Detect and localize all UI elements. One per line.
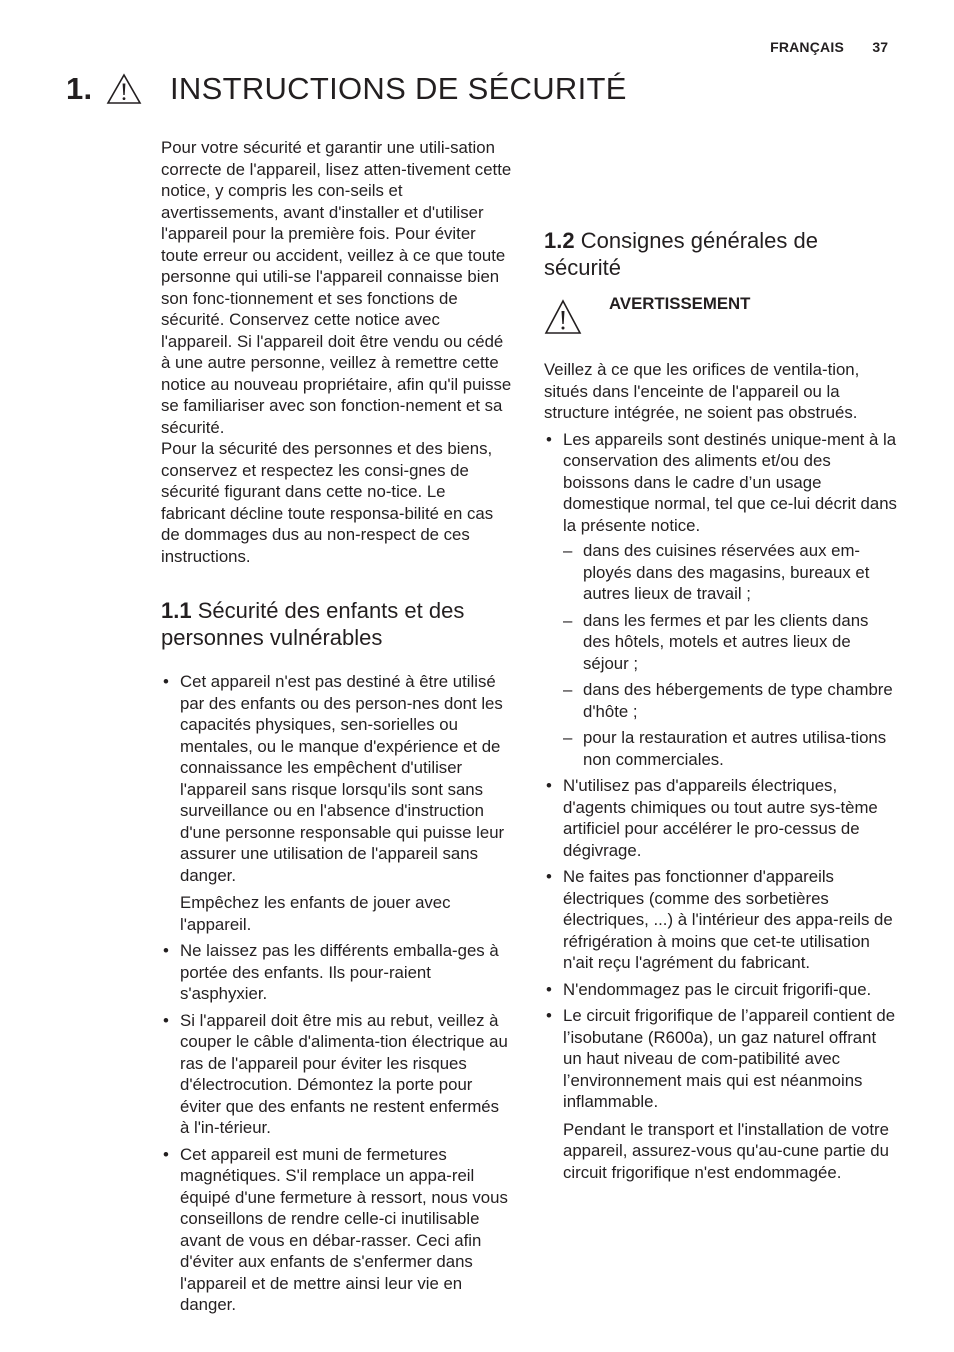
sub-list-item: – dans des hébergements de type chambre d'hôte ; bbox=[563, 679, 898, 722]
left-column bbox=[161, 137, 513, 1321]
section-1-2-number: 1.2 bbox=[544, 228, 575, 253]
section-1-2-title: Consignes générales de sécurité bbox=[544, 228, 818, 280]
list-item-text: • Ne faites pas fonctionner d'appareils électriques (comme des sorbetières électriques, ...) à l'intérieur des appa-reils de réfrigération à moins que cet-te utilisation n'ait reçu l'agrément du fabricant. bbox=[563, 867, 893, 972]
list-item bbox=[161, 1010, 513, 1139]
header-language: FRANÇAIS bbox=[770, 39, 844, 55]
list-item-text: • Si l'appareil doit être mis au rebut, veillez à couper le câble d'alimenta-tion électrique au ras de l'appareil pour éviter les risques d'électrocution. Démontez la porte pour éviter que des enfants ne restent enfermés à l'in-térieur. bbox=[180, 1010, 508, 1137]
intro-paragraph-1: Pour votre sécurité et garantir une utili-sation correcte de l'appareil, lisez atten-tivement cette notice, y compris les con-seils et avertissements, avant d'installer et d'utiliser l'appareil pour la première fois. Pour éviter toute erreur ou accident, veillez à ce que toute personne qui utili-se l'appareil connaisse bien son fonc-tionnement et ses fonctions de sécurité. Conservez cette notice avec l'appareil. Si l'appareil doit être vendu ou cédé à une autre personne, veillez à remettre cette notice au nouveau propriétaire, afin qu'il puisse se familiariser avec son fonction-nement et sa sécurité. bbox=[161, 138, 512, 437]
list-item bbox=[161, 940, 513, 1005]
list-item bbox=[544, 866, 898, 974]
chapter-number: 1. bbox=[66, 71, 93, 106]
section-1-2-intro: Veillez à ce que les orifices de ventila-tion, situés dans l'enceinte de l'appareil ou la structure intégrée, ne soient pas obstrués. bbox=[544, 360, 860, 422]
list-item bbox=[544, 775, 898, 861]
section-1-2-heading bbox=[544, 227, 898, 281]
warning-notice bbox=[544, 294, 898, 359]
list-item bbox=[161, 671, 513, 935]
sub-list-item: – dans des cuisines réservées aux em-ployés dans des magasins, bureaux et autres lieux de travail ; bbox=[563, 540, 898, 605]
warning-label: AVERTISSEMENT bbox=[609, 294, 751, 313]
section-1-1-number: 1.1 bbox=[161, 598, 192, 623]
list-item bbox=[544, 1005, 898, 1183]
section-1-1-title: Sécurité des enfants et des personnes vulnérables bbox=[161, 598, 465, 650]
list-item-note: Empêchez les enfants de jouer avec l'appareil. bbox=[180, 893, 451, 934]
section-1-1-heading bbox=[161, 597, 513, 651]
section-1-1-list bbox=[161, 671, 513, 1316]
sub-list-item: – pour la restauration et autres utilisa-tions non commerciales. bbox=[563, 727, 898, 770]
warning-triangle-icon bbox=[544, 299, 582, 335]
sub-list bbox=[563, 540, 898, 770]
warning-triangle-icon bbox=[106, 73, 142, 105]
page-number: 37 bbox=[872, 39, 888, 55]
list-item-text: • Ne laissez pas les différents emballa-ges à portée des enfants. Ils pour-raient s'asphyxier. bbox=[180, 941, 499, 1003]
sub-list-item: – dans les fermes et par les clients dans des hôtels, motels et autres lieux de séjour ; bbox=[563, 610, 898, 675]
list-item-text: • Cet appareil est muni de fermetures magnétiques. S'il remplace un appa-reil équipé d'une fermeture à ressort, nous vous conseillons de rendre celle-ci inutilisable avant de vous en débar-rasser. Ceci afin d'éviter aux enfants de s'enfermer dans l'appareil et de mettre ainsi leur vie en danger. bbox=[180, 1144, 508, 1314]
list-item-text: • N'endommagez pas le circuit frigorifi-que. bbox=[563, 979, 872, 999]
right-column bbox=[544, 137, 898, 1188]
chapter-heading bbox=[66, 64, 627, 114]
section-1-2-list bbox=[544, 429, 898, 1184]
chapter-title: INSTRUCTIONS DE SÉCURITÉ bbox=[170, 71, 627, 106]
list-item-text: • Les appareils sont destinés unique-ment à la conservation des aliments et/ou des boissons dans le cadre d’un usage domestique normal, tel que ce-lui décrit dans la présente notice. bbox=[563, 429, 897, 535]
list-item bbox=[161, 1144, 513, 1316]
list-item bbox=[544, 429, 898, 771]
list-item-text: • Le circuit frigorifique de l’appareil contient de l’isobutane (R600a), un gaz naturel offrant un haut niveau de com-patibilité avec l’environnement mais qui est néanmoins inflammable. bbox=[563, 1006, 896, 1111]
intro-paragraph-2: Pour la sécurité des personnes et des biens, conservez et respectez les consi-gnes de sécurité figurant dans cette no-tice. Le fabricant décline toute responsa-bilité en cas de dommages dus au non-respect de ces instructions. bbox=[161, 439, 494, 566]
list-item bbox=[544, 979, 898, 1001]
list-item-text: • Cet appareil n'est pas destiné à être utilisé par des enfants ou des person-nes dont les capacités physiques, sen-sorielles ou mentales, ou le manque d'expérience et de connaissance les empêchent d'utiliser l'appareil sans risque lorsqu'ils sont sans surveillance ou en l'absence d'instruction d'une personne responsable qui puisse leur assurer une utilisation de l'appareil sans danger. bbox=[180, 672, 505, 885]
list-item-text: • N'utilisez pas d'appareils électriques, d'agents chimiques ou tout autre sys-tème artificiel pour accélérer le pro-cessus de dégivrage. bbox=[563, 776, 878, 860]
list-item-note: Pendant le transport et l'installation de votre appareil, assurez-vous qu'au-cune partie du circuit frigorifique n'est endommagée. bbox=[563, 1119, 889, 1182]
